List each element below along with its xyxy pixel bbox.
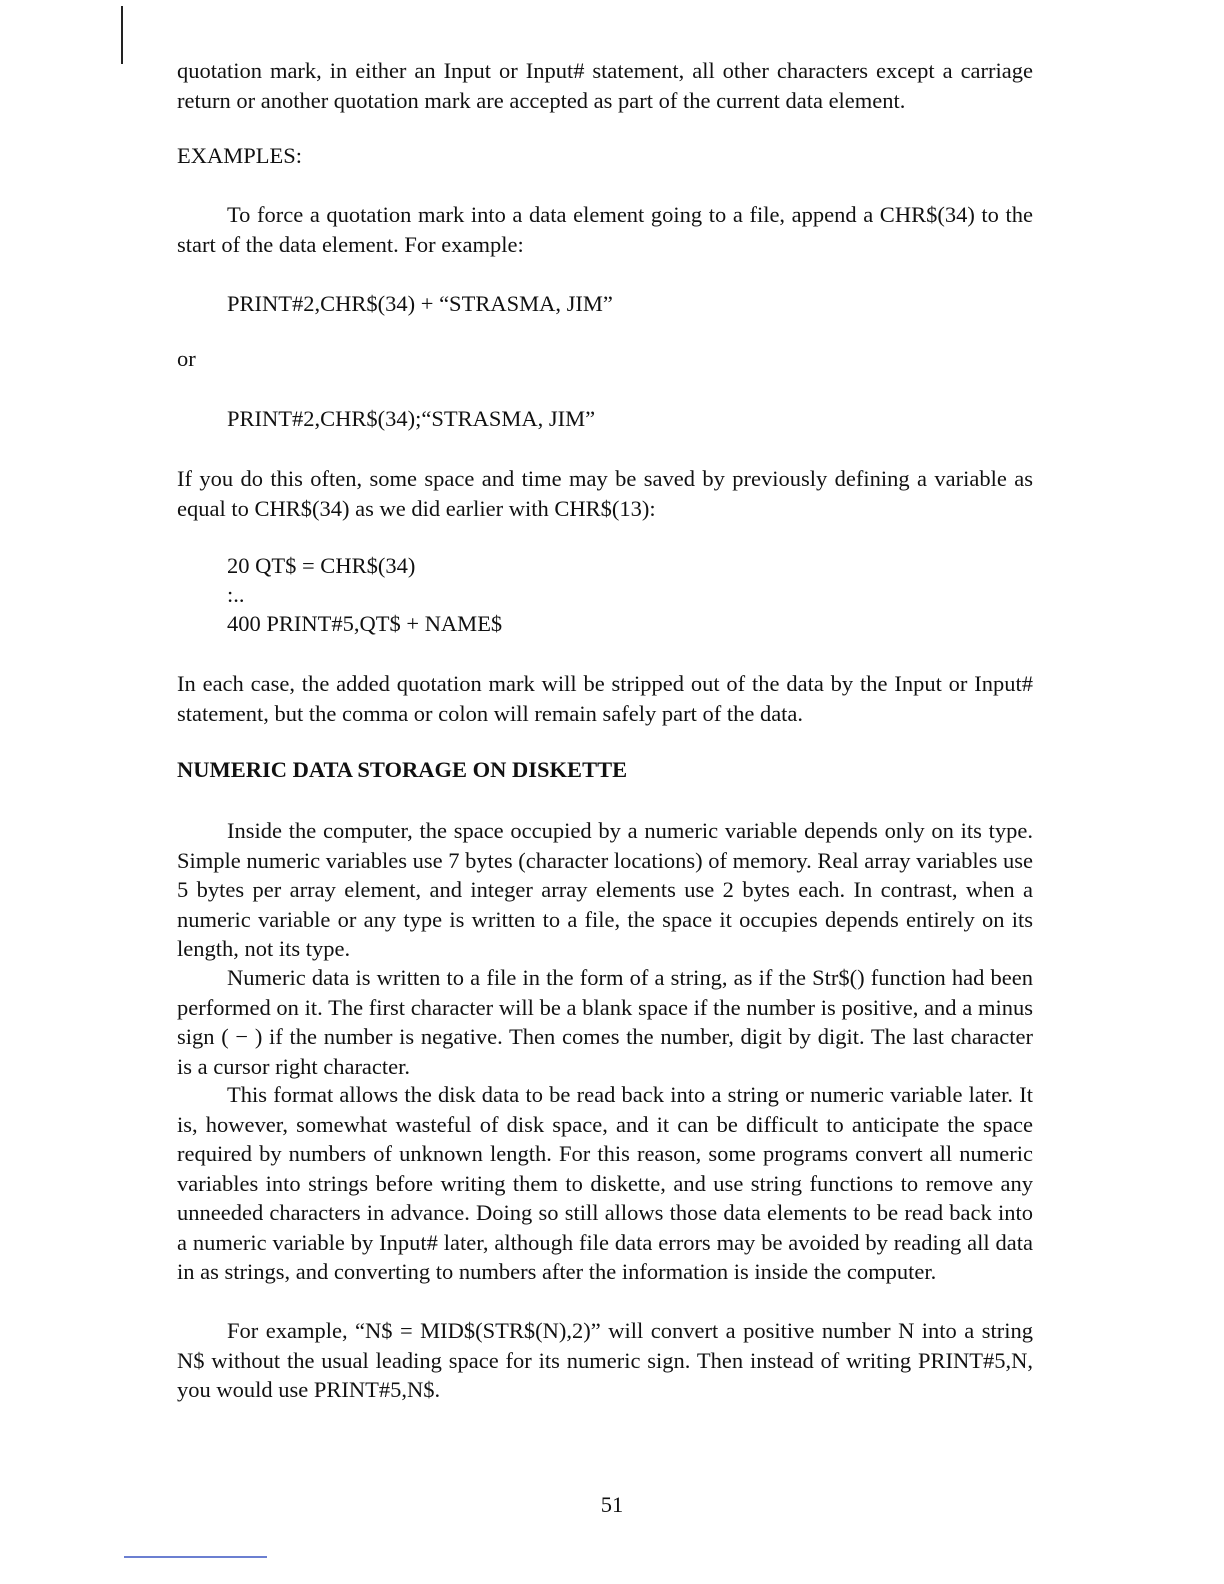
paragraph-define-variable: If you do this often, some space and time may be saved by previously defining a variable as equal to CHR$(34) as we did earlier with CHR$(13): bbox=[177, 466, 1033, 521]
paragraph-format: This format allows the disk data to be read back into a string or numeric variable later. It is, however, somewhat wasteful of disk space, and it can be difficult to anticipate the space required by numbers of unknown length. For this reason, some programs convert all numeric variables into strings before writing them to diskette, and use string functions to remove any unneeded characters in advance. Doing so still allows those data elements to be read back into a numeric variable by Input# later, although file data errors may be avoided by reading all data in as strings, and converting to numbers after the information is inside the computer. bbox=[177, 1082, 1033, 1284]
code-example-2: PRINT#2,CHR$(34);“STRASMA, JIM” bbox=[227, 406, 596, 431]
paragraph-inside-computer: Inside the computer, the space occupied by a numeric variable depends only on its type. Simple numeric variables use 7 bytes (character locations) of memory. Real array variables use 5 bytes per array element, and integer array elements use 2 bytes each. In contrast, when a numeric variable or any type is written to a file, the space it occupies depends entirely on its length, not its type. bbox=[177, 818, 1033, 961]
paragraph-force-quote: To force a quotation mark into a data element going to a file, append a CHR$(34) to the start of the data element. For example: bbox=[177, 202, 1033, 257]
section-heading: NUMERIC DATA STORAGE ON DISKETTE bbox=[177, 757, 628, 782]
or-text: or bbox=[177, 346, 196, 371]
paragraph-numeric-data: Numeric data is written to a file in the form of a string, as if the Str$() function had been performed on it. The first character will be a blank space if the number is positive, and a minus sign ( − ) if the number is negative. Then comes the number, digit by digit. The last character is a cursor right character. bbox=[177, 965, 1033, 1079]
paragraph-each-case: In each case, the added quotation mark will be stripped out of the data by the Input or Input# statement, but the comma or colon will remain safely part of the data. bbox=[177, 671, 1033, 726]
code-line-20: 20 QT$ = CHR$(34) bbox=[227, 553, 416, 578]
scan-margin-mark bbox=[121, 6, 123, 64]
page-number: 51 bbox=[600, 1492, 624, 1517]
code-line-400: 400 PRINT#5,QT$ + NAME$ bbox=[227, 611, 503, 636]
scan-bottom-line bbox=[124, 1556, 267, 1558]
code-example-1: PRINT#2,CHR$(34) + “STRASMA, JIM” bbox=[227, 291, 613, 316]
examples-heading: EXAMPLES: bbox=[177, 143, 303, 168]
code-ellipsis: :.. bbox=[227, 582, 245, 607]
paragraph-continuation: quotation mark, in either an Input or Input# statement, all other characters except a carriage return or another quotation mark are accepted as part of the current data element. bbox=[177, 58, 1033, 113]
paragraph-for-example: For example, “N$ = MID$(STR$(N),2)” will convert a positive number N into a string N$ without the usual leading space for its numeric sign. Then instead of writing PRINT#5,N, you would use PRINT#5,N$. bbox=[177, 1318, 1033, 1402]
